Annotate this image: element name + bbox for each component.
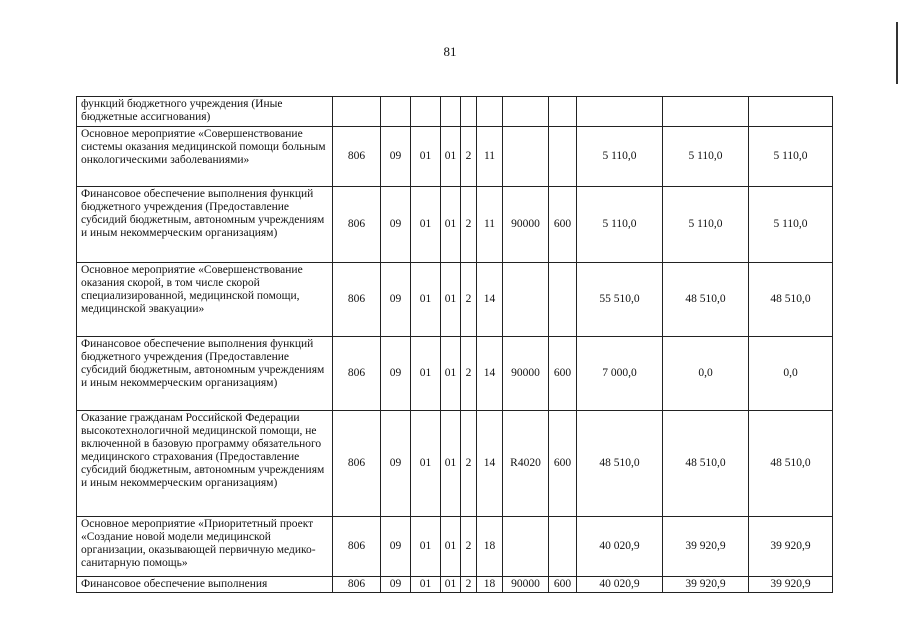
code-cell: 806 xyxy=(333,517,381,577)
code-cell: 806 xyxy=(333,127,381,187)
amount-cell: 39 920,9 xyxy=(749,517,833,577)
code-cell: 01 xyxy=(441,577,461,593)
amount-cell: 0,0 xyxy=(749,337,833,411)
code-cell xyxy=(333,97,381,127)
amount-cell: 39 920,9 xyxy=(749,577,833,593)
row-description: Оказание гражданам Российской Федерации высокотехнологичной медицинской помощи, не включенной в базовую программу обязательного медицинского страхования (Предоставление субсидий бюджетным, автономным учреждениям и иным некоммерческим организациям) xyxy=(77,411,333,517)
code-cell xyxy=(503,517,549,577)
amount-cell: 40 020,9 xyxy=(577,577,663,593)
amount-cell: 48 510,0 xyxy=(663,263,749,337)
code-cell: 90000 xyxy=(503,187,549,263)
code-cell: 600 xyxy=(549,187,577,263)
amount-cell: 40 020,9 xyxy=(577,517,663,577)
amount-cell: 48 510,0 xyxy=(577,411,663,517)
code-cell: 09 xyxy=(381,127,411,187)
code-cell: 2 xyxy=(461,127,477,187)
code-cell: 09 xyxy=(381,187,411,263)
code-cell: 01 xyxy=(411,337,441,411)
code-cell: 01 xyxy=(411,263,441,337)
budget-table xyxy=(76,96,833,593)
amount-cell xyxy=(577,97,663,127)
row-description: Основное мероприятие «Совершенствование оказания скорой, в том числе скорой специализированной, медицинской помощи, медицинской эвакуации» xyxy=(77,263,333,337)
table-row xyxy=(77,411,833,517)
code-cell: 09 xyxy=(381,577,411,593)
code-cell: 600 xyxy=(549,577,577,593)
amount-cell: 48 510,0 xyxy=(749,411,833,517)
code-cell: 90000 xyxy=(503,337,549,411)
amount-cell: 5 110,0 xyxy=(577,187,663,263)
amount-cell: 39 920,9 xyxy=(663,517,749,577)
code-cell xyxy=(549,127,577,187)
code-cell xyxy=(549,97,577,127)
code-cell: 01 xyxy=(411,411,441,517)
code-cell: 18 xyxy=(477,577,503,593)
code-cell xyxy=(411,97,441,127)
code-cell: 11 xyxy=(477,127,503,187)
code-cell: 09 xyxy=(381,263,411,337)
code-cell: 09 xyxy=(381,517,411,577)
code-cell: 01 xyxy=(411,187,441,263)
page-edge-mark xyxy=(896,22,898,84)
amount-cell: 55 510,0 xyxy=(577,263,663,337)
code-cell: 806 xyxy=(333,263,381,337)
code-cell: 2 xyxy=(461,517,477,577)
amount-cell: 5 110,0 xyxy=(663,127,749,187)
code-cell xyxy=(461,97,477,127)
table-row xyxy=(77,263,833,337)
code-cell: 806 xyxy=(333,337,381,411)
code-cell: 600 xyxy=(549,411,577,517)
code-cell: 01 xyxy=(441,127,461,187)
code-cell xyxy=(441,97,461,127)
code-cell: 600 xyxy=(549,337,577,411)
code-cell xyxy=(381,97,411,127)
row-description: Финансовое обеспечение выполнения функций бюджетного учреждения (Предоставление субсидий бюджетным, автономным учреждениям и иным некоммерческим организациям) xyxy=(77,187,333,263)
code-cell: 2 xyxy=(461,577,477,593)
code-cell: 01 xyxy=(441,187,461,263)
table-row xyxy=(77,187,833,263)
amount-cell: 5 110,0 xyxy=(749,127,833,187)
amount-cell: 48 510,0 xyxy=(663,411,749,517)
amount-cell: 5 110,0 xyxy=(663,187,749,263)
code-cell: 90000 xyxy=(503,577,549,593)
code-cell: 09 xyxy=(381,411,411,517)
amount-cell: 39 920,9 xyxy=(663,577,749,593)
code-cell: 806 xyxy=(333,577,381,593)
table-row xyxy=(77,337,833,411)
row-description: функций бюджетного учреждения (Иные бюджетные ассигнования) xyxy=(77,97,333,127)
code-cell: 2 xyxy=(461,337,477,411)
code-cell: 18 xyxy=(477,517,503,577)
code-cell: 2 xyxy=(461,187,477,263)
row-description: Финансовое обеспечение выполнения функций бюджетного учреждения (Предоставление субсидий бюджетным, автономным учреждениям и иным некоммерческим организациям) xyxy=(77,337,333,411)
code-cell xyxy=(503,97,549,127)
row-description: Основное мероприятие «Приоритетный проект «Создание новой модели медицинской организации, оказывающей первичную медико-санитарную помощь» xyxy=(77,517,333,577)
code-cell: 01 xyxy=(441,411,461,517)
code-cell: 01 xyxy=(441,337,461,411)
code-cell xyxy=(549,517,577,577)
code-cell: R4020 xyxy=(503,411,549,517)
table-row xyxy=(77,517,833,577)
code-cell: 806 xyxy=(333,411,381,517)
code-cell: 14 xyxy=(477,263,503,337)
code-cell xyxy=(503,127,549,187)
code-cell xyxy=(477,97,503,127)
code-cell: 14 xyxy=(477,411,503,517)
row-description: Финансовое обеспечение выполнения xyxy=(77,577,333,593)
code-cell xyxy=(549,263,577,337)
table-row xyxy=(77,577,833,593)
page-number: 81 xyxy=(443,44,457,59)
code-cell: 01 xyxy=(441,517,461,577)
code-cell: 01 xyxy=(411,577,441,593)
code-cell: 2 xyxy=(461,263,477,337)
table-row xyxy=(77,97,833,127)
code-cell: 2 xyxy=(461,411,477,517)
amount-cell xyxy=(749,97,833,127)
amount-cell: 5 110,0 xyxy=(577,127,663,187)
code-cell: 01 xyxy=(411,127,441,187)
code-cell: 01 xyxy=(411,517,441,577)
amount-cell: 7 000,0 xyxy=(577,337,663,411)
table-row xyxy=(77,127,833,187)
code-cell: 806 xyxy=(333,187,381,263)
code-cell: 01 xyxy=(441,263,461,337)
code-cell: 11 xyxy=(477,187,503,263)
amount-cell xyxy=(663,97,749,127)
row-description: Основное мероприятие «Совершенствование системы оказания медицинской помощи больным онкологическими заболеваниями» xyxy=(77,127,333,187)
code-cell xyxy=(503,263,549,337)
amount-cell: 0,0 xyxy=(663,337,749,411)
code-cell: 09 xyxy=(381,337,411,411)
amount-cell: 5 110,0 xyxy=(749,187,833,263)
code-cell: 14 xyxy=(477,337,503,411)
amount-cell: 48 510,0 xyxy=(749,263,833,337)
